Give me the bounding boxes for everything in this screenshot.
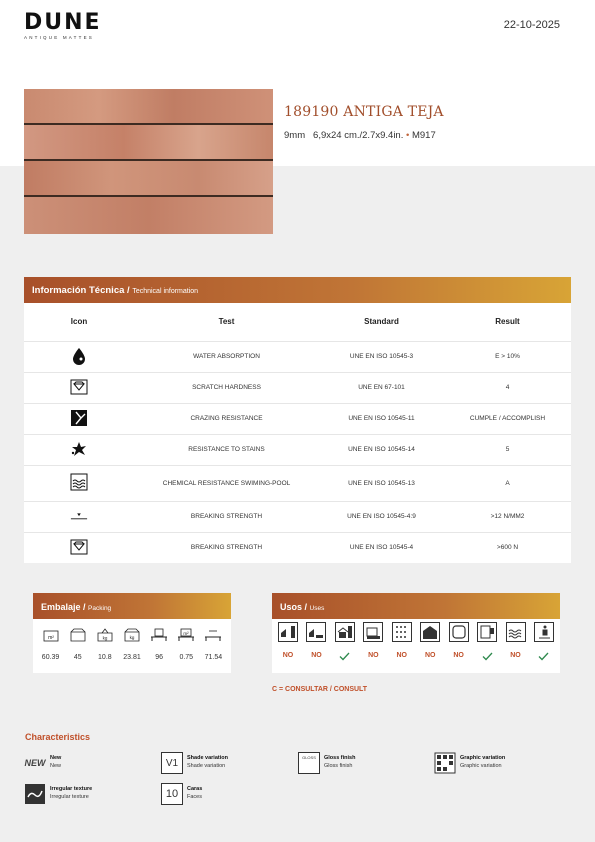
packing-value: 45 (73, 654, 82, 661)
characteristic-label: New (50, 755, 62, 761)
characteristic-sublabel: Gloss finish (324, 763, 353, 769)
water-drop-icon (70, 347, 88, 365)
test-standard: UNE EN ISO 10545-14 (319, 434, 444, 465)
product-code: M917 (411, 130, 436, 141)
packing-item (37, 619, 64, 661)
uses-title: Usos / (280, 602, 308, 612)
box-weight-icon (91, 625, 118, 645)
packing-item (91, 619, 118, 661)
test-name: BREAKING STRENGTH (134, 532, 319, 563)
use-item (274, 619, 302, 662)
test-standard: UNE EN 67-101 (319, 372, 444, 403)
column-header: Result (495, 317, 520, 327)
shade-variation-icon: V1 (161, 752, 183, 774)
table-row (24, 465, 571, 501)
table-row (24, 341, 571, 372)
test-result: CUMPLE / ACCOMPLISH (444, 403, 571, 434)
characteristic-label: Gloss finish (324, 755, 356, 761)
breaking-strength-icon (70, 508, 88, 526)
packing-value: 71.54 (204, 654, 223, 661)
gloss-finish-icon: GLOSS (298, 752, 320, 774)
use-value: NO (396, 652, 407, 659)
kitchen-icon (477, 622, 497, 642)
table-row (24, 501, 571, 532)
test-result: >600 N (444, 532, 571, 563)
faces-icon: 10 (161, 783, 183, 805)
table-row (24, 372, 571, 403)
test-result: >12 N/MM2 (444, 501, 571, 532)
test-name: CRAZING RESISTANCE (134, 403, 319, 434)
exterior-wall-icon (392, 622, 412, 642)
check-icon (530, 652, 558, 662)
characteristic-label: Shade variation (187, 755, 228, 761)
logo-wordmark: DUNE (24, 10, 102, 35)
graphic-variation-icon (434, 752, 456, 774)
packing-value: 10.8 (98, 654, 112, 661)
technical-information-panel (24, 277, 571, 563)
table-row (24, 532, 571, 563)
commercial-wall-icon (335, 622, 355, 642)
check-icon (331, 652, 359, 662)
use-item (302, 619, 330, 662)
use-value: NO (282, 652, 294, 659)
packing-subtitle: Packing (88, 605, 112, 612)
pallet-boxes-icon (146, 625, 173, 645)
use-item (473, 619, 501, 662)
packing-item (146, 619, 173, 661)
test-name: SCRATCH HARDNESS (134, 372, 319, 403)
pallet-weight-icon (200, 625, 227, 645)
check-icon (473, 652, 501, 662)
technical-information-header (24, 277, 571, 303)
use-item (359, 619, 387, 662)
bath-icon (534, 622, 554, 642)
column-header: Standard (364, 317, 399, 327)
tech-title: Información Técnica / (32, 285, 130, 296)
product-thickness: 9mm (284, 130, 306, 141)
packing-value: 96 (155, 654, 164, 661)
new-icon: NEW (24, 758, 46, 768)
dune-logo (24, 12, 114, 40)
test-standard: UNE EN ISO 10545-4:9 (319, 501, 444, 532)
test-result: A (444, 465, 571, 501)
technical-table (24, 303, 571, 563)
test-result: 4 (444, 372, 571, 403)
test-standard: UNE EN ISO 10545-13 (319, 465, 444, 501)
test-result: E > 10% (444, 341, 571, 372)
packing-value: 0.75 (179, 654, 194, 661)
uses-subtitle: Uses (309, 605, 325, 612)
residential-floor-icon (306, 622, 326, 642)
svg-text:m²: m² (47, 635, 54, 641)
use-item (416, 619, 444, 662)
product-title: 189190 ANTIGA TEJA (284, 104, 444, 120)
packing-item (200, 619, 227, 661)
svg-text:kg: kg (102, 635, 108, 641)
use-item (331, 619, 359, 662)
test-name: WATER ABSORPTION (134, 341, 319, 372)
svg-text:m²: m² (183, 631, 189, 636)
packing-panel (33, 593, 231, 673)
test-standard: UNE EN ISO 10545-4 (319, 532, 444, 563)
packing-item (64, 619, 91, 661)
use-value: NO (424, 652, 436, 659)
characteristic-shade-variation (161, 752, 228, 774)
characteristic-sublabel: Irregular texture (50, 794, 89, 800)
characteristic-label: Caras (187, 786, 203, 792)
table-row (24, 403, 571, 434)
characteristic-label: Graphic variation (460, 755, 506, 761)
exterior-floor-icon (449, 622, 469, 642)
use-value: NO (368, 652, 379, 659)
packing-item (118, 619, 145, 661)
characteristic-label: Irregular texture (50, 786, 93, 792)
test-name: RESISTANCE TO STAINS (134, 434, 319, 465)
packing-header (33, 593, 231, 619)
characteristic-gloss-finish (298, 752, 355, 774)
packing-title: Embalaje / (41, 602, 86, 612)
packing-value: 23.81 (123, 654, 141, 661)
use-item (502, 619, 530, 662)
test-result: 5 (444, 434, 571, 465)
svg-text:kg: kg (129, 635, 135, 640)
test-standard: UNE EN ISO 10545-11 (319, 403, 444, 434)
commercial-floor-icon (363, 622, 383, 642)
crazing-icon (70, 409, 88, 427)
table-row (24, 434, 571, 465)
characteristic-sublabel: Shade variation (187, 763, 226, 769)
stain-icon (70, 440, 88, 458)
use-item (445, 619, 473, 662)
characteristic-graphic-variation (434, 752, 505, 774)
pool-use-icon (506, 622, 526, 642)
column-header: Test (218, 317, 235, 327)
test-name: CHEMICAL RESISTANCE SWIMING-POOL (134, 465, 319, 501)
pallet-m2-icon (173, 625, 200, 645)
packing-item (173, 619, 200, 661)
table-header-row (24, 303, 571, 341)
residential-wall-icon (278, 622, 298, 642)
diamond-icon (70, 538, 88, 556)
use-value: NO (311, 652, 322, 659)
use-value: NO (510, 652, 521, 659)
characteristics-title: Characteristics (25, 732, 91, 742)
characteristic-irregular-texture (24, 783, 92, 805)
bullet: • (406, 130, 410, 141)
use-value: NO (453, 652, 464, 659)
uses-header (272, 593, 560, 619)
box-m2-icon (37, 625, 64, 645)
irregular-texture-icon (24, 783, 46, 805)
product-image (24, 89, 273, 234)
pool-icon (70, 473, 88, 491)
characteristic-sublabel: Graphic variation (460, 763, 502, 769)
test-standard: UNE EN ISO 10545-3 (319, 341, 444, 372)
use-item (388, 619, 416, 662)
tech-subtitle: Technical information (132, 288, 199, 295)
box-kg-icon (118, 625, 145, 645)
document-date: 22-10-2025 (503, 19, 560, 31)
product-size: 6,9x24 cm./2.7x9.4in. (313, 130, 404, 141)
use-item (530, 619, 558, 662)
product-spec (284, 130, 436, 141)
facade-icon (420, 622, 440, 642)
diamond-icon (70, 378, 88, 396)
test-name: BREAKING STRENGTH (134, 501, 319, 532)
characteristic-sublabel: Faces (187, 794, 202, 800)
column-header: Icon (70, 317, 88, 327)
uses-panel (272, 593, 560, 673)
characteristic-new (24, 752, 61, 774)
box-pieces-icon (64, 625, 91, 645)
characteristic-faces (161, 783, 202, 805)
logo-tagline: ANTIQUE MATTES (24, 35, 94, 40)
consult-note: C = CONSULTAR / CONSULT (272, 686, 368, 693)
packing-value: 60.39 (41, 654, 60, 661)
characteristic-sublabel: New (50, 763, 62, 769)
